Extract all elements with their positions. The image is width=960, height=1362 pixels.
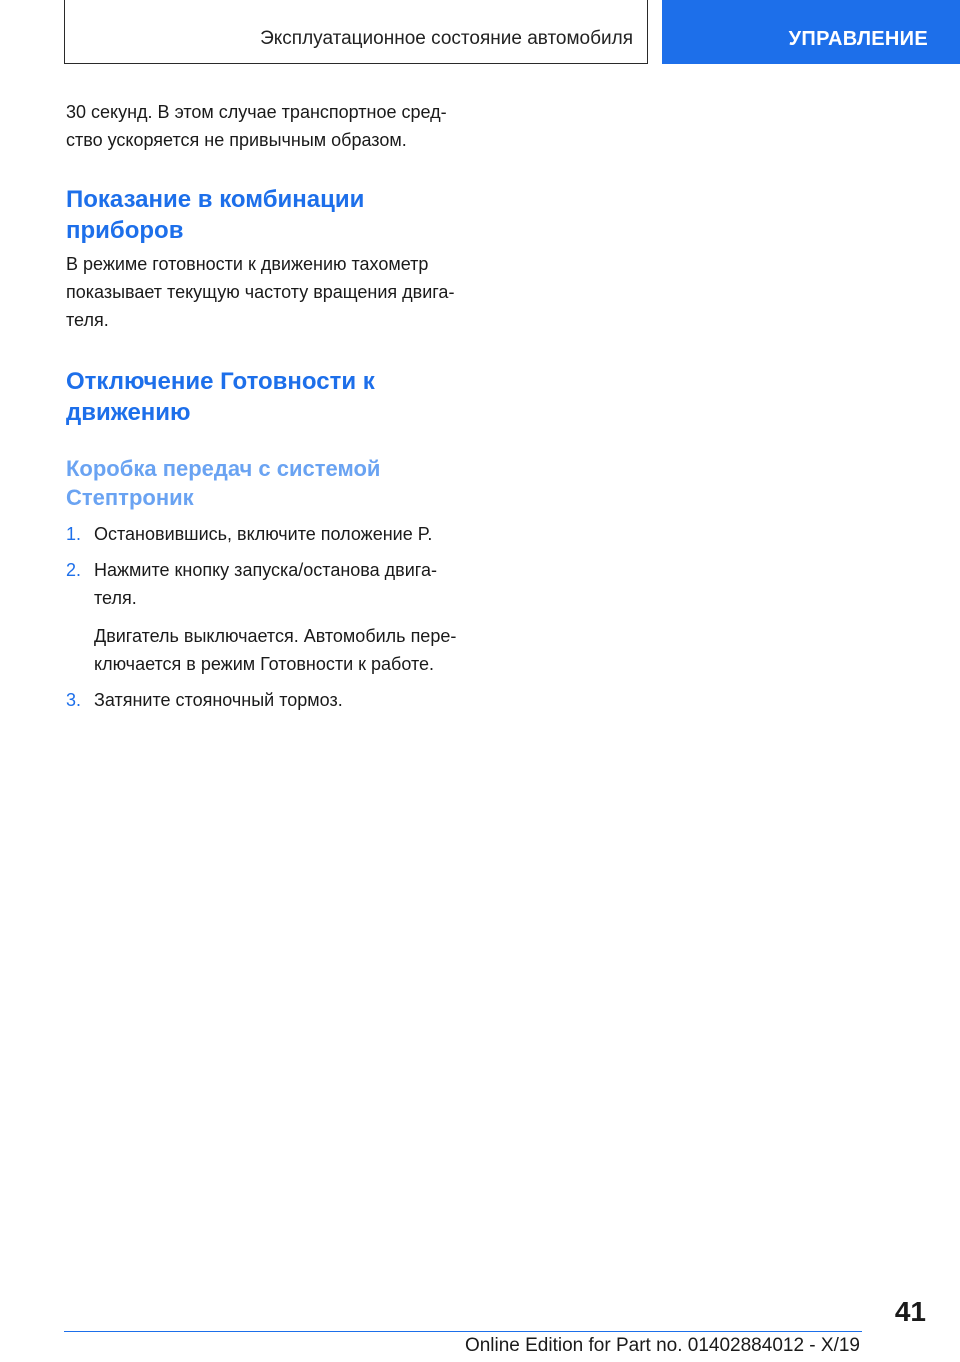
edition-footer: Online Edition for Part no. 01402884012 - X/19	[464, 1335, 860, 1356]
body-line: В режиме готовности к движению тахометр	[66, 254, 429, 274]
step-number: 2.	[66, 560, 82, 580]
heading-line: приборов	[66, 217, 184, 244]
header-title: Эксплуатационное состояние автомобиля	[260, 28, 633, 49]
intro-paragraph	[66, 98, 486, 154]
body-line: показывает текущую частоту вращения двига-	[66, 282, 455, 302]
running-header	[64, 0, 648, 64]
section-tab-label: УПРАВЛЕНИЕ	[788, 28, 928, 50]
heading-line: движению	[66, 399, 191, 426]
step-item	[66, 556, 486, 678]
heading-line: Коробка передач с системой	[66, 456, 381, 481]
note-line: ключается в режим Готовности к работе.	[94, 654, 435, 674]
step-number: 3.	[66, 690, 82, 710]
step-note	[94, 622, 486, 678]
instrument-cluster-paragraph	[66, 250, 486, 334]
heading-line: Показание в комбинации	[66, 186, 365, 213]
section-heading-ready-off	[66, 366, 486, 428]
step-text	[94, 556, 486, 612]
steps-list	[66, 520, 486, 714]
page-content	[66, 98, 486, 714]
step-line: теля.	[94, 588, 137, 608]
step-line: Нажмите кнопку запуска/останова двига-	[94, 560, 437, 580]
footer-divider	[64, 1331, 862, 1332]
note-line: Двигатель выключается. Автомобиль пере-	[94, 626, 457, 646]
heading-line: Стептроник	[66, 485, 194, 510]
step-item	[66, 520, 486, 548]
heading-line: Отключение Готовности к	[66, 368, 375, 395]
step-text	[94, 686, 486, 714]
body-line: теля.	[66, 310, 109, 330]
step-number: 1.	[66, 524, 82, 544]
step-item	[66, 686, 486, 714]
subsection-heading-steptronic	[66, 454, 486, 512]
step-text	[94, 520, 486, 548]
intro-line: ство ускоряется не привычным образом.	[66, 130, 407, 150]
page-number: 41	[894, 1296, 926, 1327]
step-line: Остановившись, включите положение P.	[94, 524, 433, 544]
step-line: Затяните стояночный тормоз.	[94, 690, 343, 710]
intro-line: 30 секунд. В этом случае транспортное сред-	[66, 102, 447, 122]
section-tab	[662, 0, 960, 64]
section-heading-instrument-cluster	[66, 184, 486, 246]
